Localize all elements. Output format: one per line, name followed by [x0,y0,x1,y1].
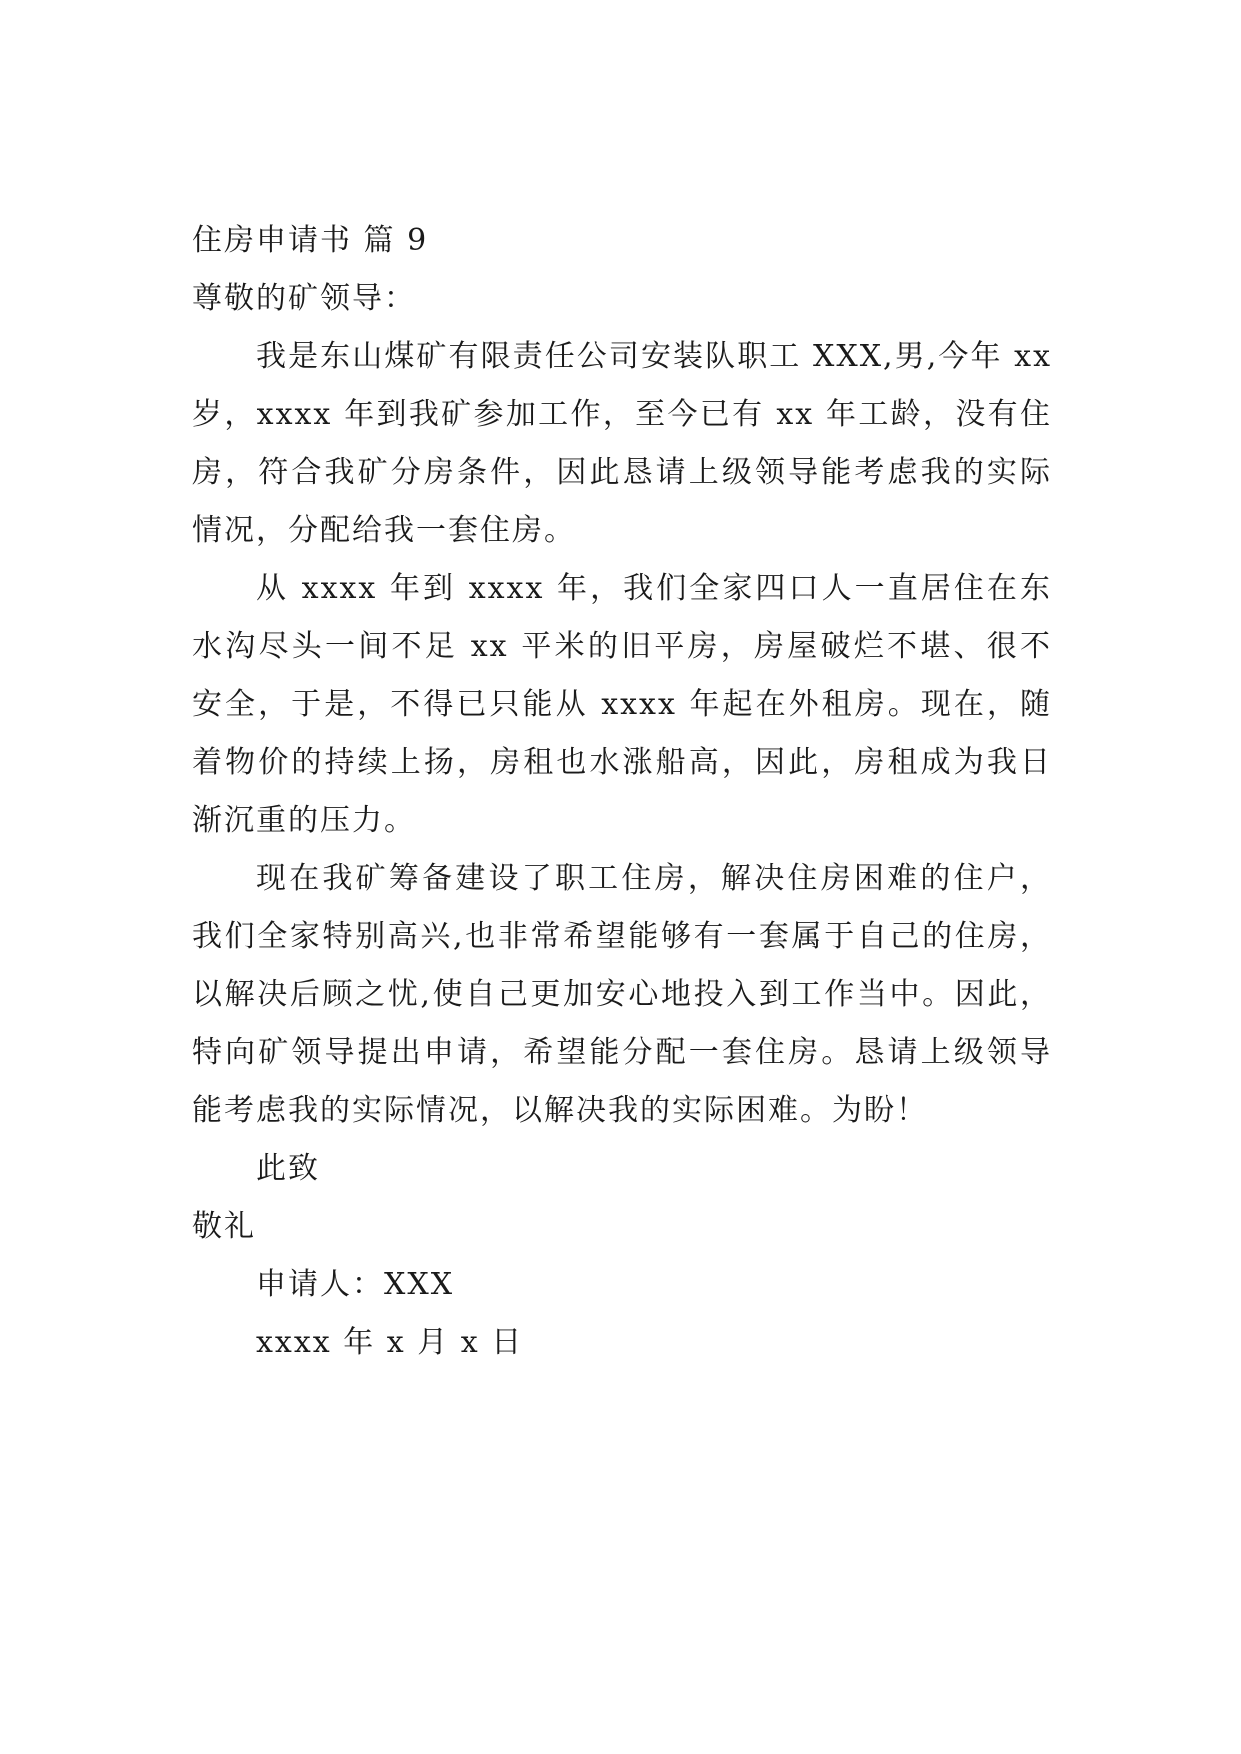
letter-body [192,212,1052,1372]
closing-salute: 敬礼 [192,1209,256,1244]
applicant-signature: 申请人：XXX [256,1267,455,1302]
application-date: xxxx 年 x 月 x 日 [256,1325,524,1360]
paragraph-3: 现在我矿筹备建设了职工住房，解决住房困难的住户，我们全家特别高兴,也非常希望能够有一套属于自己的住房，以解决后顾之忧,使自己更加安心地投入到工作当中。因此，特向矿领导提出申请，希望能分配一套住房。恳请上级领导能考虑我的实际情况，以解决我的实际困难。为盼！ [192,861,1052,1128]
closing-regards: 此致 [256,1151,320,1186]
paragraph-2: 从 xxxx 年到 xxxx 年，我们全家四口人一直居住在东水沟尽头一间不足 xx 平米的旧平房，房屋破烂不堪、很不安全，于是，不得已只能从 xxxx 年起在外租房。现在，随着物价的持续上扬，房租也水涨船高，因此，房租成为我日渐沉重的压力。 [192,571,1052,838]
salutation: 尊敬的矿领导： [192,281,416,316]
document-title: 住房申请书 篇 9 [192,223,429,258]
paragraph-1: 我是东山煤矿有限责任公司安装队职工 XXX,男,今年 xx 岁，xxxx 年到我矿参加工作，至今已有 xx 年工龄，没有住房，符合我矿分房条件，因此恳请上级领导能考虑我的实际情况，分配给我一套住房。 [192,339,1052,548]
